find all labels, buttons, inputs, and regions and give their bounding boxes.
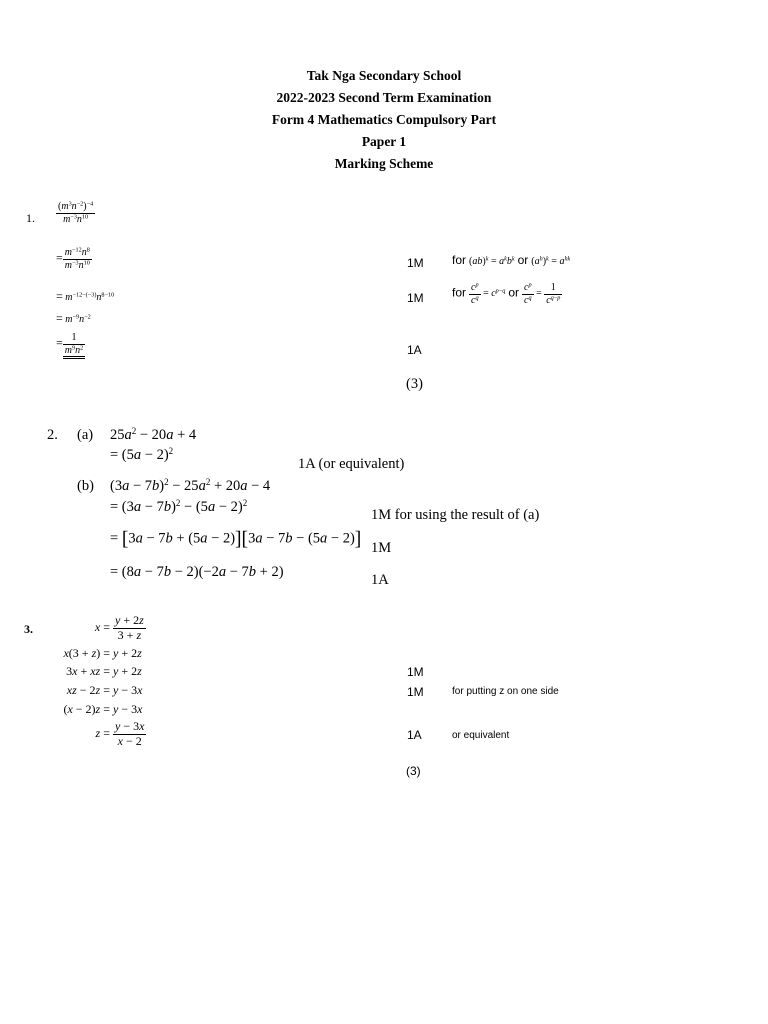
q1-mark-3: 1A (407, 343, 422, 357)
paper-title: Paper 1 (361, 134, 407, 149)
scheme-title: Marking Scheme (334, 156, 434, 171)
q2-mark-b1: 1M for using the result of (a) (371, 507, 540, 523)
exam-title: 2022-2023 Second Term Examination (276, 90, 492, 105)
q2-number: 2. (47, 427, 58, 443)
q1-note-1: for $(ab)^k = a^kb^k$ or $(a^h)^k = a^{hk}$ (452, 253, 571, 267)
q2-b-line-1: $(3a - 7b)^2 - 25a^2 + 20a - 4$ (110, 477, 271, 494)
q3-note-2: or equivalent (452, 730, 510, 741)
q3-line-1: x = $\frac{y + 2z}{3 + z}$ (94, 613, 144, 642)
q2-b-line-4: = (8a − 7b − 2)(−2a − 7b + 2) (110, 564, 284, 580)
q1-line-5: = $\frac{1}{m^9n^2}$ (56, 332, 85, 359)
q2-mark-a: 1A (or equivalent) (298, 456, 405, 472)
q3-line-3: 3x + xz = y + 2z (66, 664, 142, 678)
q1-number: 1. (26, 211, 35, 225)
q3-mark-1: 1M (407, 665, 424, 679)
q2-b-line-3: = [3a − 7b + (5a − 2)][3a − 7b − (5a − 2)] (110, 529, 362, 550)
q2-part-a: (a) (77, 427, 94, 443)
q3-line-4: xz − 2z = y − 3x (66, 683, 143, 697)
q2-mark-b3: 1A (371, 572, 389, 588)
q3-mark-2: 1M (407, 685, 424, 699)
q1-mark-1: 1M (407, 256, 424, 270)
q3-mark-3: 1A (407, 728, 422, 742)
q1-line-4: = $m^{-9}n^{-2}$ (56, 311, 91, 325)
q2-a-line-1: $25a^2 - 20a + 4$ (110, 426, 197, 443)
q1-line-3: = $m^{-12-(-3)}n^{8-10}$ (56, 289, 115, 303)
q1-note-2: for $\frac{c^p}{c^q}$ = $c^{p-q}$ or $\frac{c^p}{c^q}$ = $\frac{1}{c^{q-p}}$ (452, 281, 561, 306)
q3-total: (3) (406, 764, 421, 778)
q3-line-5: (x − 2)z = y − 3x (63, 702, 143, 716)
school-name: Tak Nga Secondary School (306, 68, 462, 83)
q1-line-1: $\frac{(m^3n^{-2})^{-4}}{m^{-3}n^{10}}$ (58, 200, 94, 225)
q2-b-line-2: = $(3a - 7b)^2 - (5a - 2)^2$ (110, 498, 248, 515)
q1-line-2: = $\frac{m^{-12}n^8}{m^{-3}n^{10}}$ (56, 246, 90, 271)
q3-note-1: for putting z on one side (452, 686, 559, 697)
q3-line-2: x(3 + z) = y + 2z (63, 646, 142, 660)
q3-line-6: z = $\frac{y - 3x}{x - 2}$ (95, 719, 145, 748)
q2-part-b: (b) (77, 478, 94, 494)
subject-title: Form 4 Mathematics Compulsory Part (271, 112, 497, 127)
q3-number: 3. (24, 622, 33, 636)
q2-mark-b2: 1M (371, 540, 392, 556)
q1-mark-2: 1M (407, 291, 424, 305)
q1-total: (3) (406, 376, 423, 392)
q2-a-line-2: = $(5a - 2)^2$ (110, 446, 174, 463)
